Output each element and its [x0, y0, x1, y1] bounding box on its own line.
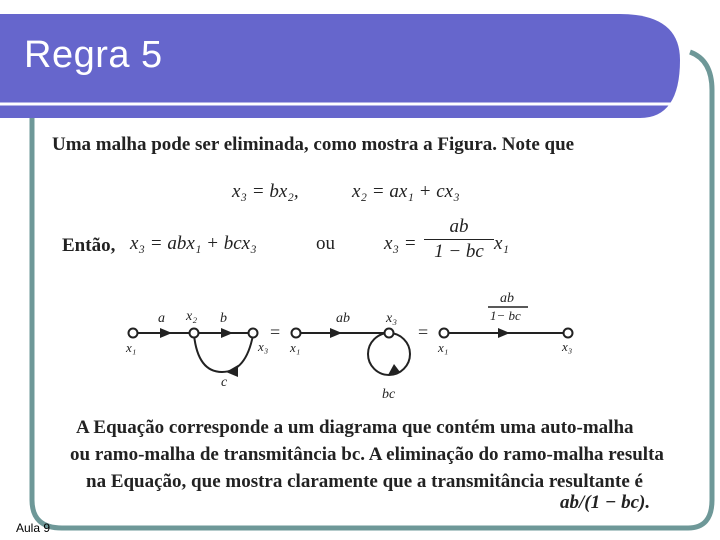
branch-ab-arrow: [330, 328, 342, 338]
node-x3-d2: [385, 329, 394, 338]
branch-result-arrow: [498, 328, 510, 338]
label-b: b: [220, 311, 227, 326]
self-loop-bc: [368, 333, 410, 375]
label-x1: x₁: [126, 340, 137, 355]
label-x1-d3: x₁: [438, 340, 449, 355]
label-a: a: [158, 311, 165, 326]
slide-title: Regra 5: [24, 34, 163, 76]
diagram-1: [125, 309, 268, 390]
ou-label: ou: [316, 233, 335, 254]
node-x3: [249, 329, 258, 338]
node-x1-d3: [440, 329, 449, 338]
equation-x3: x₃ = bx₂,: [232, 181, 299, 202]
paragraph-line-3: na Equação, que mostra claramente que a transmitância resultante é: [86, 471, 643, 492]
equation-x3-expanded: x₃ = abx₁ + bcx₃: [130, 233, 257, 254]
node-x1-d2: [292, 329, 301, 338]
paragraph-line-2: ou ramo-malha de transmitância bc. A eliminação do ramo-malha resulta: [70, 444, 664, 465]
loop-c-arrow: [226, 365, 238, 377]
entao-label: Então,: [62, 235, 116, 256]
label-frac-num: ab: [500, 291, 514, 306]
paragraph-line-1: A Equação corresponde a um diagrama que contém uma auto-malha: [76, 417, 634, 438]
intro-line: Uma malha pode ser eliminada, como mostra a Figura. Note que: [52, 134, 575, 155]
equals-sign-1: =: [270, 322, 281, 342]
node-x1: [129, 329, 138, 338]
branch-b-arrow: [221, 328, 233, 338]
label-frac-den: 1− bc: [490, 308, 521, 323]
branch-a-arrow: [160, 328, 172, 338]
equation-x3-rhs: x₁: [494, 233, 510, 254]
node-x2: [190, 329, 199, 338]
fraction-denominator: 1 − bc: [434, 241, 484, 262]
label-x3: x₃: [258, 339, 269, 354]
slide-footer: Aula 9: [16, 521, 51, 535]
label-bc: bc: [382, 387, 396, 402]
equation-x3-lhs: x₃ =: [384, 233, 417, 254]
diagram-2: [289, 311, 410, 402]
label-x3-top: x₃: [386, 311, 398, 326]
equals-sign-2: =: [418, 322, 429, 342]
label-ab: ab: [336, 311, 350, 326]
loop-c-curve: [194, 335, 253, 372]
node-x3-d3: [564, 329, 573, 338]
diagram-3: [437, 291, 573, 355]
label-x1-d2: x₁: [290, 340, 301, 355]
equation-x2: x₂ = ax₁ + cx₃: [352, 181, 460, 202]
fraction-numerator: ab: [449, 216, 469, 237]
paragraph-line-4: ab/(1 − bc).: [560, 492, 651, 513]
label-x2: x₂: [186, 309, 198, 324]
label-x3-d3: x₃: [562, 339, 573, 354]
label-c: c: [221, 375, 228, 390]
